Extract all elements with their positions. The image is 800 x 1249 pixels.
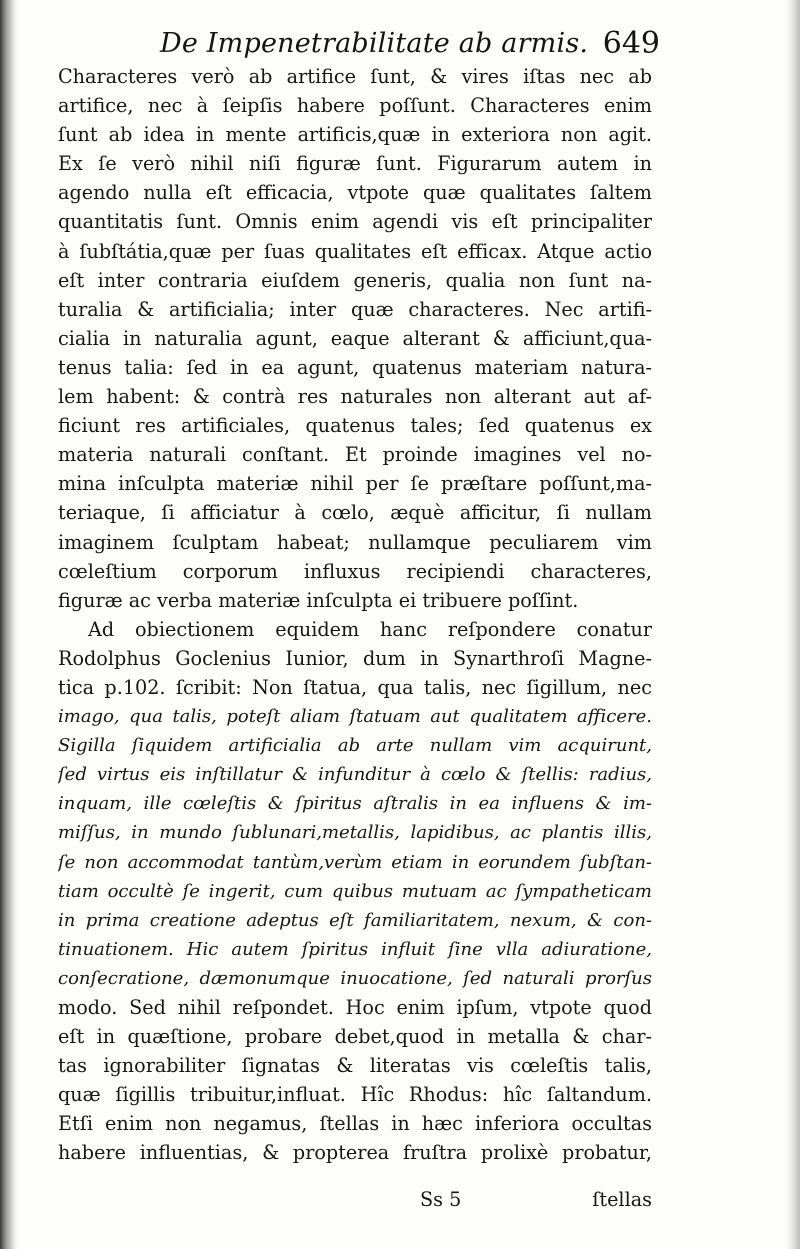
text-line: turalia & artificialia; inter quæ characteres. Nec artifi-: [58, 297, 652, 321]
text-line: tenus talia: ſed in ea agunt, quatenus materiam natura-: [58, 355, 652, 379]
text-line: Sigilla ſiquidem artificialia ab arte nullam vim acquirunt,: [58, 735, 652, 757]
page-footer: [58, 1186, 652, 1218]
signature-mark: Ss 5: [420, 1188, 462, 1211]
text-line: imago, qua talis, poteſt aliam ſtatuam aut qualitatem afficere.: [58, 706, 652, 728]
page-header: [140, 26, 660, 66]
text-line: ſunt ab idea in mente artificis,quæ in exteriora non agit.: [58, 123, 652, 147]
catchword: ſtellas: [592, 1188, 652, 1211]
page-gutter-shadow: [0, 0, 18, 1249]
text-line: cœleſtium corporum influxus recipiendi characteres,: [58, 559, 652, 583]
text-line: Characteres verò ab artifice ſunt, & vires iſtas nec ab: [58, 65, 652, 88]
text-line: lem habent: & contrà res naturales non alterant aut af-: [58, 385, 652, 409]
text-line: Etſi enim non negamus, ſtellas in hæc inferiora occultas: [58, 1112, 652, 1136]
running-title: De Impenetrabilitate ab armis.: [160, 28, 589, 59]
text-line: quantitatis ſunt. Omnis enim agendi vis eſt principaliter: [58, 210, 652, 234]
body-text: [58, 62, 652, 1168]
text-line: eſt in quæſtione, probare debet,quod in metalla & char-: [58, 1025, 652, 1049]
text-line: materia naturali conſtant. Et proinde imagines vel no-: [58, 443, 652, 467]
page-number: 649: [602, 26, 660, 61]
text-line: ficiunt res artificiales, quatenus tales; ſed quatenus ex: [58, 414, 652, 438]
text-line: teriaque, ſi afficiatur à cœlo, æquè afficitur, ſi nullam: [58, 501, 652, 525]
text-line: inquam, ille cœleſtis & ſpiritus aſtralis in ea influens & im-: [58, 793, 652, 815]
text-line: tica p.102. ſcribit: Non ſtatua, qua talis, nec ſigillum, nec: [58, 675, 652, 699]
text-line: à ſubſtátia,quæ per ſuas qualitates eſt efficax. Atque actio: [58, 239, 652, 263]
text-line: agendo nulla eſt efficacia, vtpote quæ qualitates ſaltem: [58, 181, 652, 205]
page-edge-shadow: [786, 0, 800, 1249]
text-line: tinuationem. Hic autem ſpiritus influit ſine vlla adiuratione,: [58, 938, 652, 960]
text-line: Ex ſe verò nihil niſi figuræ ſunt. Figurarum autem in: [58, 152, 652, 176]
text-line: ſed virtus eis inſtillatur & infunditur à cœlo & ſtellis: radius,: [58, 764, 652, 786]
text-line: tas ignorabiliter ſignatas & literatas vis cœleſtis talis,: [58, 1054, 652, 1078]
text-line: conſecratione, dæmonumque inuocatione, ſed naturali prorſus: [58, 967, 652, 989]
text-line: Ad obiectionem equidem hanc reſpondere conatur: [88, 617, 652, 641]
text-line: in prima creatione adeptus eſt familiaritatem, nexum, & con-: [58, 909, 652, 931]
text-line: artifice, nec à ſeipſis habere poſſunt. Characteres enim: [58, 94, 652, 118]
text-line: miſſus, in mundo ſublunari,metallis, lapidibus, ac plantis illis,: [58, 822, 652, 844]
text-line: ſe non accommodat tantùm,verùm etiam in eorundem ſubſtan-: [58, 851, 652, 873]
text-line: tiam occultè ſe ingerit, cum quibus mutuam ac ſympatheticam: [58, 880, 652, 902]
text-line: eſt inter contraria eiuſdem generis, qualia non ſunt na-: [58, 268, 652, 292]
text-line: quæ ſigillis tribuitur,influat. Hîc Rhodus: hîc ſaltandum.: [58, 1083, 652, 1107]
text-line: mina inſculpta materiæ nihil per ſe præſtare poſſunt,ma-: [58, 472, 652, 496]
text-line: imaginem ſculptam habeat; nullamque peculiarem vim: [58, 530, 652, 554]
text-line: habere influentias, & propterea fruſtra prolixè probatur,: [58, 1141, 652, 1165]
text-line: modo. Sed nihil reſpondet. Hoc enim ipſum, vtpote quod: [58, 996, 652, 1019]
text-line: figuræ ac verba materiæ inſculpta ei tribuere poſſint.: [58, 588, 579, 612]
text-line: cialia in naturalia agunt, eaque alterant & afficiunt,qua-: [58, 326, 652, 350]
text-line: Rodolphus Goclenius Iunior, dum in Synarthroſi Magne-: [58, 646, 652, 670]
